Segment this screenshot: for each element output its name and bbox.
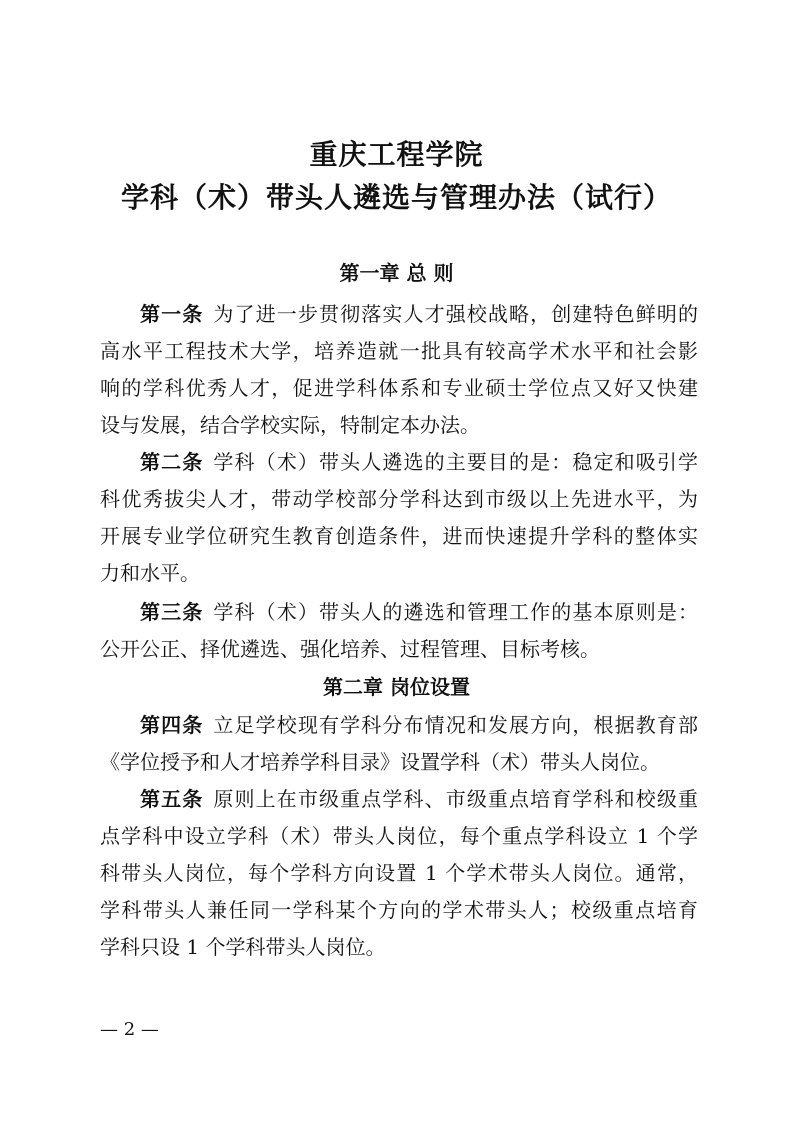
article-2-line-1: 学科（术）带头人遴选的主要目的是：稳定和吸引学 — [213, 450, 698, 474]
article-5 — [100, 781, 698, 966]
document-title-line2: 学科（术）带头人遴选与管理办法（试行） — [120, 181, 672, 214]
article-3 — [100, 594, 698, 668]
article-2-line-2: 科优秀拔尖人才，带动学校部分学科达到市级以上先进水平，为 — [100, 487, 698, 511]
article-1-line-3: 响的学科优秀人才，促进学科体系和专业硕士学位点又好又快建 — [100, 376, 698, 400]
article-5-line-2: 点学科中设立学科（术）带头人岗位，每个重点学科设立 1 个学 — [100, 824, 698, 848]
article-4 — [100, 707, 698, 781]
article-5-line-1: 原则上在市级重点学科、市级重点培育学科和校级重 — [213, 787, 698, 811]
chapter-1-heading: 第一章 总 则 — [339, 261, 454, 285]
article-2-line-4: 力和水平。 — [100, 561, 200, 585]
article-5-line-4: 学科带头人兼任同一学科某个方向的学术带头人；校级重点培育 — [100, 898, 698, 922]
article-4-label: 第四条 — [140, 713, 204, 737]
article-4-line-1: 立足学校现有学科分布情况和发展方向，根据教育部 — [213, 713, 698, 737]
article-5-line-5: 学科只设 1 个学科带头人岗位。 — [100, 935, 386, 959]
article-3-line-2: 公开公正、择优遴选、强化培养、过程管理、目标考核。 — [100, 637, 600, 661]
article-4-line-2: 《学位授予和人才培养学科目录》设置学科（术）带头人岗位。 — [100, 750, 660, 774]
article-5-line-3: 科带头人岗位，每个学科方向设置 1 个学术带头人岗位。通常， — [100, 861, 698, 885]
article-1-line-4: 设与发展，结合学校实际，特制定本办法。 — [100, 413, 480, 437]
article-3-label: 第三条 — [140, 600, 204, 624]
article-2-label: 第二条 — [140, 450, 204, 474]
chapter-2-heading: 第二章 岗位设置 — [323, 675, 470, 699]
article-1-label: 第一条 — [140, 302, 204, 326]
article-5-label: 第五条 — [140, 787, 204, 811]
article-1-line-2: 高水平工程技术大学，培养造就一批具有较高学术水平和社会影 — [100, 339, 698, 363]
article-1 — [100, 296, 698, 444]
article-2 — [100, 444, 698, 592]
page-number: — 2 — — [100, 1019, 159, 1040]
document-title-line1: 重庆工程学院 — [309, 138, 484, 171]
article-3-line-1: 学科（术）带头人的遴选和管理工作的基本原则是： — [213, 600, 698, 624]
article-2-line-3: 开展专业学位研究生教育创造条件，进而快速提升学科的整体实 — [100, 524, 698, 548]
article-1-line-1: 为了进一步贯彻落实人才强校战略，创建特色鲜明的 — [213, 302, 698, 326]
